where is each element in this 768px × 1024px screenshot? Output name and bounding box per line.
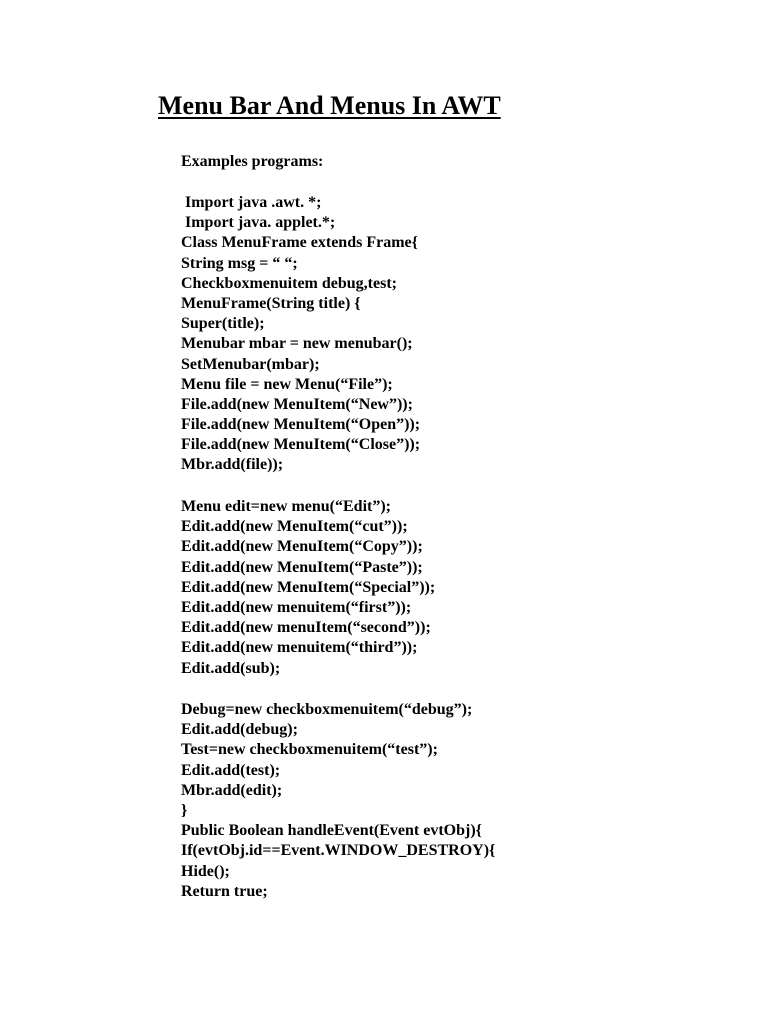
code-block-edit-menu <box>181 497 435 679</box>
code-line: Import java. applet.*; <box>181 214 336 232</box>
code-line: If(evtObj.id==Event.WINDOW_DESTROY){ <box>181 842 496 860</box>
code-line: Checkboxmenuitem debug,test; <box>181 274 397 292</box>
code-line: Edit.add(new menuitem(“third”)); <box>181 639 418 657</box>
code-block-checkbox-and-handler <box>181 700 495 902</box>
section-subheading: Examples programs: <box>181 153 324 170</box>
code-line: Import java .awt. *; <box>181 194 322 211</box>
code-line: Edit.add(test); <box>181 761 281 779</box>
code-line: Class MenuFrame extends Frame{ <box>181 234 418 252</box>
code-line: Return true; <box>181 882 268 900</box>
code-line: Edit.add(new menuItem(“second”)); <box>181 619 431 637</box>
code-line: SetMenubar(mbar); <box>181 355 320 373</box>
code-line: Public Boolean handleEvent(Event evtObj){ <box>181 822 482 840</box>
page-title: Menu Bar And Menus In AWT <box>158 91 501 120</box>
code-line: Edit.add(sub); <box>181 659 281 677</box>
code-block-imports-and-file-menu <box>181 193 420 476</box>
code-line: Edit.add(new MenuItem(“cut”)); <box>181 518 408 536</box>
code-line: Debug=new checkboxmenuitem(“debug”); <box>181 701 473 718</box>
code-line: File.add(new MenuItem(“Open”)); <box>181 416 421 434</box>
code-line: Mbr.add(file)); <box>181 456 284 474</box>
code-line: Edit.add(new MenuItem(“Paste”)); <box>181 558 423 576</box>
code-line: } <box>181 801 188 819</box>
code-line: Menubar mbar = new menubar(); <box>181 335 413 353</box>
code-line: File.add(new MenuItem(“Close”)); <box>181 436 421 454</box>
code-line: Menu edit=new menu(“Edit”); <box>181 498 391 515</box>
code-line: Super(title); <box>181 315 265 333</box>
code-line: String msg = “ “; <box>181 254 298 272</box>
code-line: Test=new checkboxmenuitem(“test”); <box>181 741 438 759</box>
code-line: Edit.add(new MenuItem(“Special”)); <box>181 578 436 596</box>
code-line: Edit.add(debug); <box>181 721 298 739</box>
code-line: Hide(); <box>181 862 230 880</box>
code-line: Edit.add(new menuitem(“first”)); <box>181 598 412 616</box>
code-line: Mbr.add(edit); <box>181 781 283 799</box>
code-line: MenuFrame(String title) { <box>181 294 361 312</box>
code-line: Edit.add(new MenuItem(“Copy”)); <box>181 538 423 556</box>
code-line: File.add(new MenuItem(“New”)); <box>181 395 413 413</box>
code-line: Menu file = new Menu(“File”); <box>181 375 393 393</box>
